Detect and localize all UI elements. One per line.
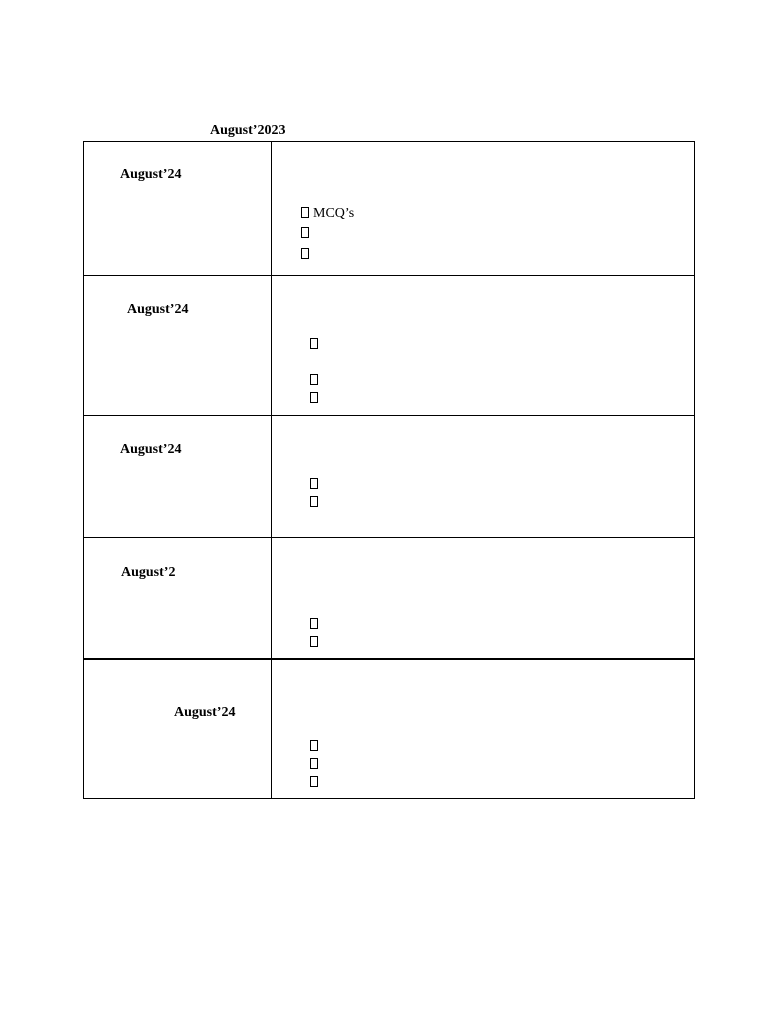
table-row: [84, 142, 694, 276]
list-item: [310, 373, 322, 389]
table-row: [84, 416, 694, 538]
date-cell: August’24: [174, 705, 236, 720]
list-item: [310, 739, 322, 755]
table-row: [84, 276, 694, 416]
list-item-text: MCQ’s: [313, 206, 355, 221]
date-cell: August’24: [120, 167, 182, 182]
empty-box-icon: [310, 392, 318, 403]
list-item: [310, 635, 322, 651]
table-row: [84, 660, 694, 800]
empty-box-icon: [310, 478, 318, 489]
date-cell: August’24: [120, 442, 182, 457]
empty-box-icon: [301, 207, 309, 218]
empty-box-icon: [301, 248, 309, 259]
empty-box-icon: [310, 338, 318, 349]
list-item: [301, 206, 354, 222]
empty-box-icon: [310, 496, 318, 507]
schedule-table: [83, 141, 695, 799]
empty-box-icon: [310, 618, 318, 629]
list-item: [310, 337, 322, 353]
empty-box-icon: [310, 374, 318, 385]
empty-box-icon: [310, 636, 318, 647]
empty-box-icon: [301, 227, 309, 238]
list-item: [310, 775, 322, 791]
list-item: [301, 247, 313, 263]
list-item: [310, 477, 322, 493]
date-cell: August’2: [121, 565, 176, 580]
empty-box-icon: [310, 740, 318, 751]
empty-box-icon: [310, 758, 318, 769]
empty-box-icon: [310, 776, 318, 787]
list-item: [310, 757, 322, 773]
date-cell: August’24: [127, 302, 189, 317]
list-item: [310, 391, 322, 407]
list-item: [310, 617, 322, 633]
page-title: August’2023: [210, 123, 286, 138]
list-item: [310, 495, 322, 511]
list-item: [301, 226, 313, 242]
table-row: [84, 538, 694, 660]
